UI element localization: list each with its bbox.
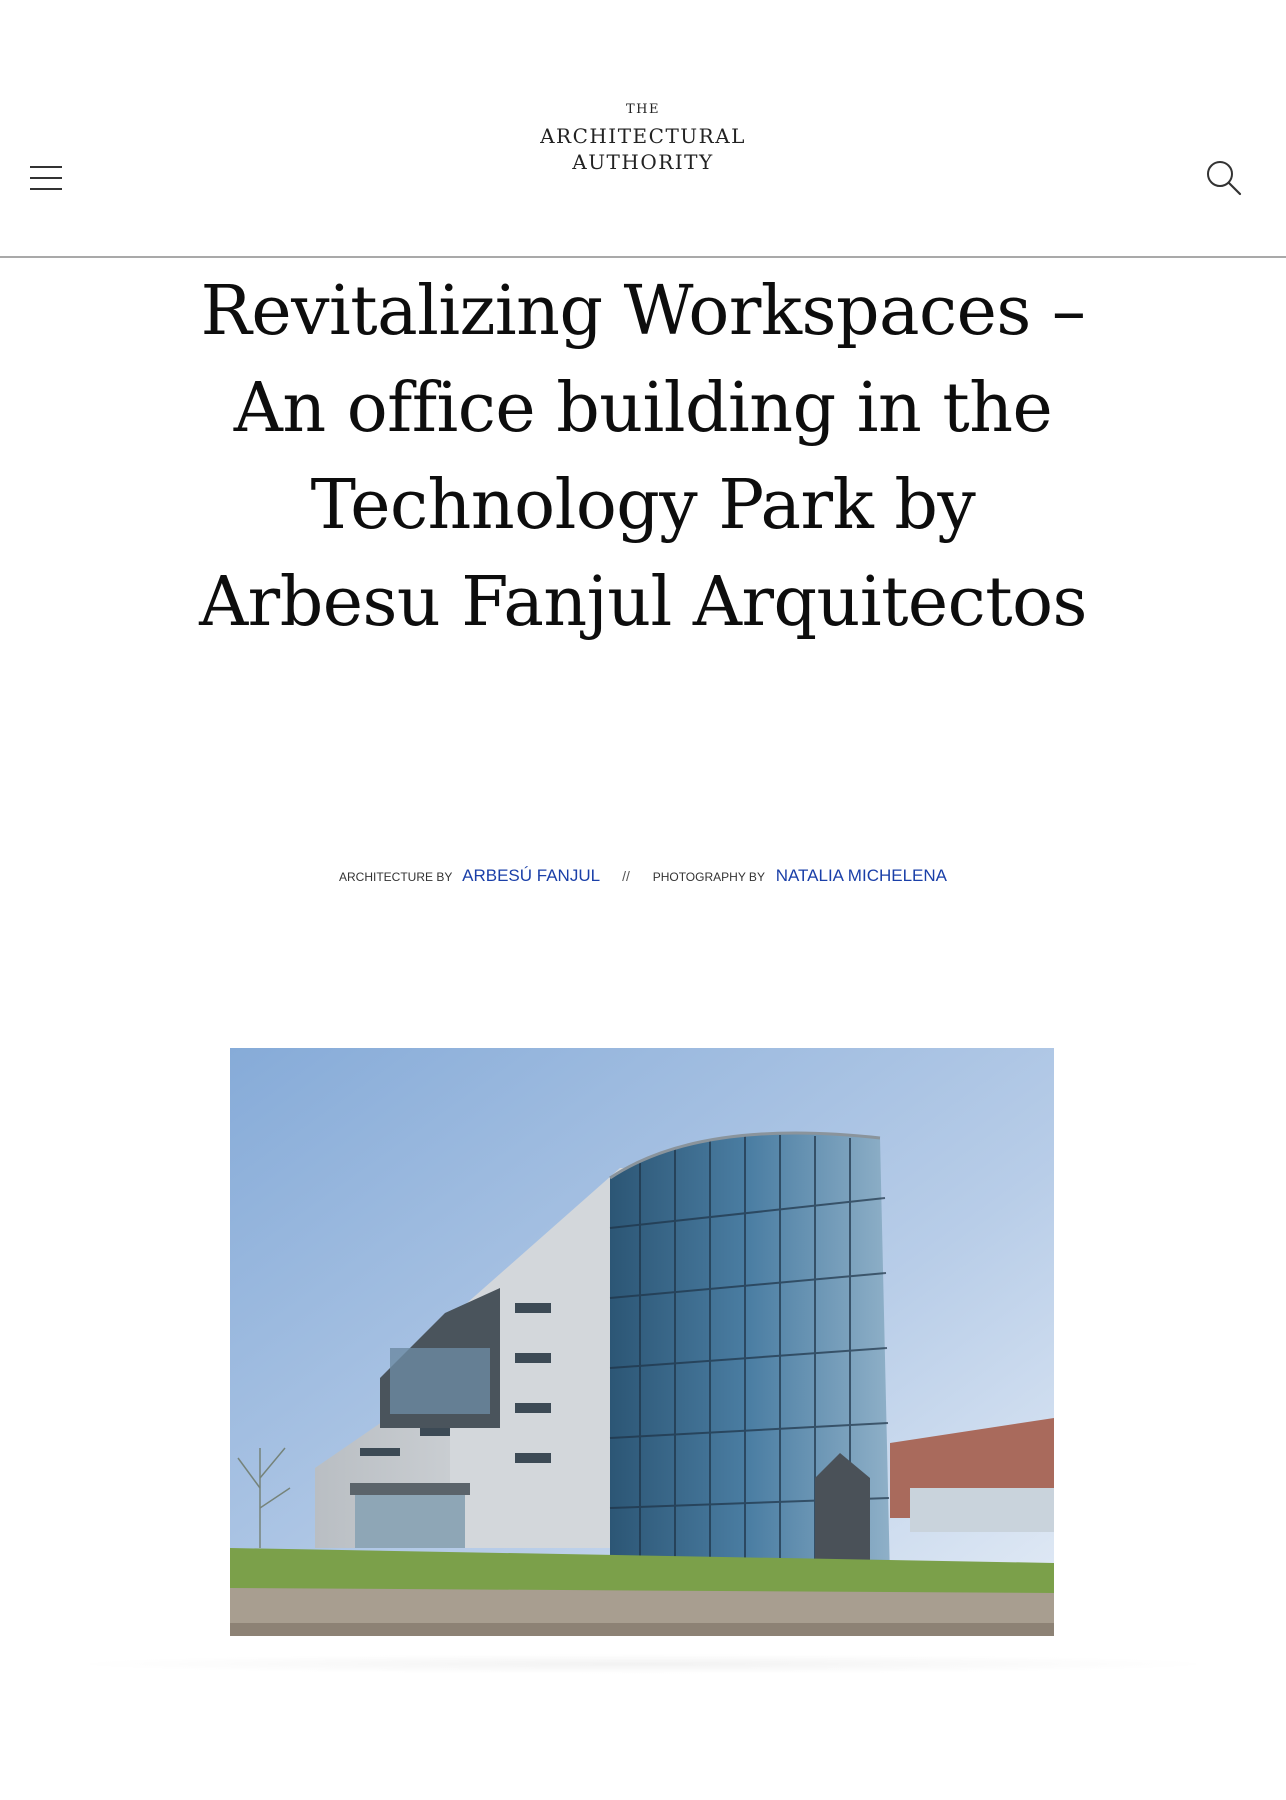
architect-link[interactable]: ARBESÚ FANJUL (462, 866, 600, 885)
hamburger-menu-icon[interactable] (28, 162, 64, 194)
hero-image (230, 1048, 1054, 1636)
article-byline (0, 866, 1286, 886)
logo-line-1: ARCHITECTURAL (540, 123, 746, 148)
logo-the: THE (626, 102, 660, 117)
article-title: Revitalizing Workspaces – An office building in the Technology Park by Arbesu Fanjul Arquitectos (199, 272, 1087, 642)
photographer-link[interactable]: NATALIA MICHELENA (775, 866, 947, 885)
byline-separator: // (622, 868, 630, 884)
architecture-label: ARCHITECTURE BY (339, 870, 453, 884)
image-shadow (60, 1654, 1226, 1674)
logo-line-2: AUTHORITY (572, 149, 714, 174)
photography-label: PHOTOGRAPHY BY (652, 870, 765, 884)
search-icon[interactable] (1204, 158, 1244, 198)
site-header (0, 0, 1286, 258)
site-logo[interactable] (443, 102, 843, 176)
